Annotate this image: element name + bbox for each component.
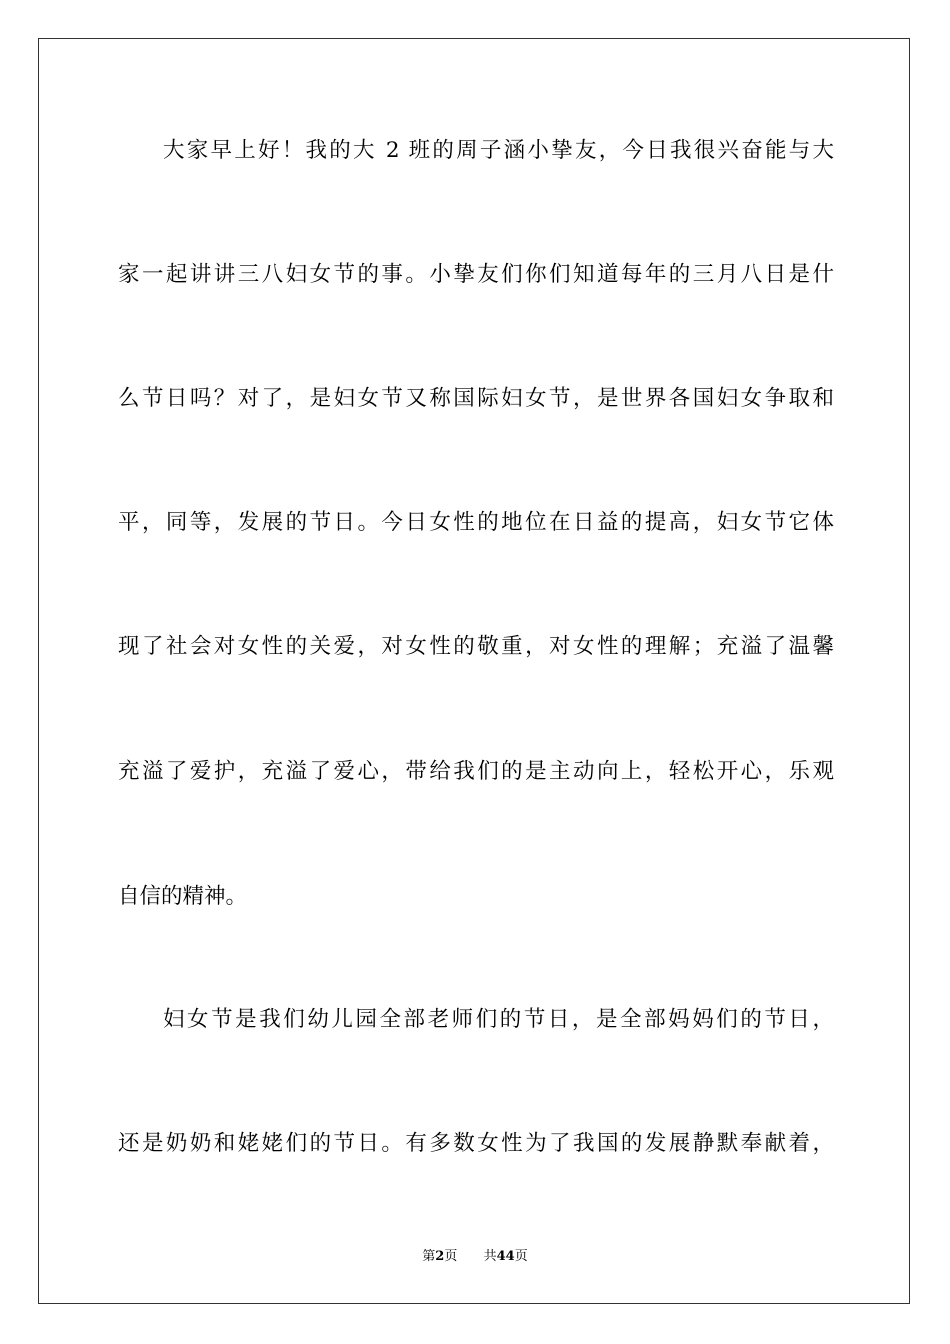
text-line: 家一起讲讲三八妇女节的事。小挚友们你们知道每年的三月八日是什 [118, 262, 834, 287]
text-line: 自信的精神。 [118, 884, 248, 909]
text-line: 平，同等，发展的节日。今日女性的地位在日益的提高，妇女节它体 [118, 510, 834, 535]
total-pages-label: 共44页 [483, 1249, 528, 1264]
total-page-count: 44 [496, 1249, 515, 1264]
text-line: 现了社会对女性的关爱，对女性的敬重，对女性的理解；充溢了温馨 [118, 634, 834, 659]
text-line: 充溢了爱护，充溢了爱心，带给我们的是主动向上，轻松开心，乐观 [118, 759, 834, 784]
text-line: 妇女节是我们幼儿园全部老师们的节日，是全部妈妈们的节日， [163, 1007, 834, 1032]
page-number-label: 第2页 [422, 1249, 458, 1264]
text-line: 还是奶奶和姥姥们的节日。有多数女性为了我国的发展静默奉献着， [118, 1131, 834, 1156]
page-frame [38, 38, 910, 1304]
page-footer [0, 1248, 950, 1266]
text-line: 么节日吗？对了，是妇女节又称国际妇女节，是世界各国妇女争取和 [118, 386, 834, 411]
current-page-number: 2 [435, 1249, 445, 1264]
text-line: 大家早上好！我的大 2 班的周子涵小挚友，今日我很兴奋能与大 [163, 138, 834, 163]
